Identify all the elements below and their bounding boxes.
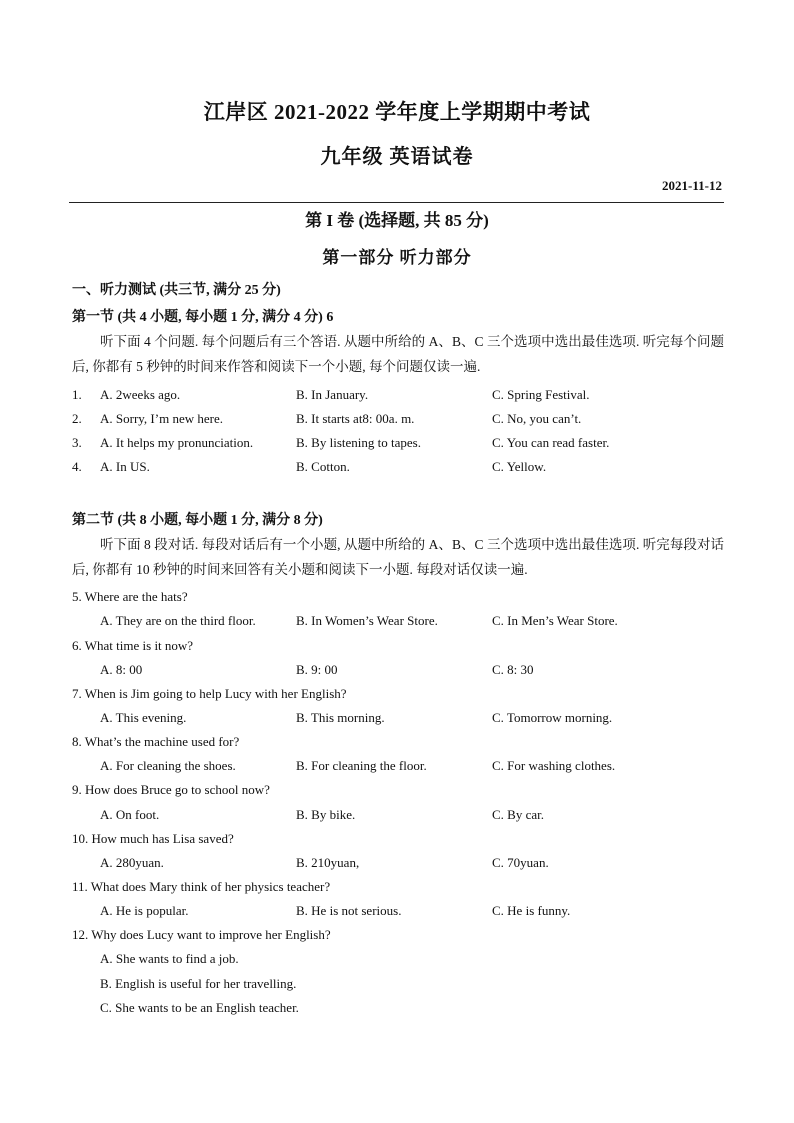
option-c: C. By car.: [492, 807, 544, 822]
option-row: [100, 710, 724, 732]
option-row: [100, 758, 724, 780]
question-text: 6. What time is it now?: [72, 638, 194, 653]
question-number: 4.: [72, 459, 82, 474]
option-a: A. 280yuan.: [100, 855, 164, 870]
question-text: 10. How much has Lisa saved?: [72, 831, 234, 846]
option-a: A. They are on the third floor.: [100, 613, 256, 628]
question-text: 7. When is Jim going to help Lucy with her English?: [72, 686, 347, 701]
option-c: C. You can read faster.: [492, 435, 610, 450]
option-a: A. This evening.: [100, 710, 187, 725]
exam-title: 江岸区 2021-2022 学年度上学期期中考试: [203, 100, 591, 124]
option-row: [100, 613, 724, 635]
option-c: C. For washing clothes.: [492, 758, 616, 773]
question-row: [72, 387, 724, 409]
option-b: B. This morning.: [296, 710, 385, 725]
option-c: C. She wants to be an English teacher.: [100, 1000, 299, 1015]
option-b: B. English is useful for her travelling.: [100, 976, 297, 991]
option-b: B. In Women’s Wear Store.: [296, 613, 438, 628]
question-text: 5. Where are the hats?: [72, 589, 188, 604]
question-row: [72, 435, 724, 457]
option-a: A. 8: 00: [100, 662, 143, 677]
section2-heading: 第二节 (共 8 小题, 每小题 1 分, 满分 8 分): [72, 513, 323, 528]
option-c: C. No, you can’t.: [492, 411, 582, 426]
volume-heading: 第 I 卷 (选择题, 共 85 分): [305, 211, 489, 230]
option-row: [100, 807, 724, 829]
option-a: A. Sorry, I’m new here.: [100, 411, 223, 426]
option-b: B. Cotton.: [296, 459, 350, 474]
option-c: C. 8: 30: [492, 662, 534, 677]
option-a: A. It helps my pronunciation.: [100, 435, 254, 450]
part-heading: 第一部分 听力部分: [322, 248, 472, 267]
option-a: A. For cleaning the shoes.: [100, 758, 236, 773]
option-c: C. Spring Festival.: [492, 387, 590, 402]
section1-heading: 第一节 (共 4 小题, 每小题 1 分, 满分 4 分) 6: [72, 310, 334, 325]
listening-section-heading: 一、听力测试 (共三节, 满分 25 分): [72, 283, 281, 298]
exam-date: 2021-11-12: [662, 178, 722, 193]
question-text: 8. What’s the machine used for?: [72, 734, 240, 749]
option-b: B. In January.: [296, 387, 369, 402]
section1-instructions: 听下面 4 个问题. 每个问题后有三个答语. 从题中所给的 A、B、C 三个选项中选出最佳选项. 听完每个问题后, 你都有 5 秒钟的时间来作答和阅读下一个小题, 每个问题仅读一遍.: [72, 334, 724, 374]
question-text: 12. Why does Lucy want to improve her English?: [72, 927, 331, 942]
exam-subtitle: 九年级 英语试卷: [320, 146, 474, 168]
question-text: 9. How does Bruce go to school now?: [72, 782, 270, 797]
option-c: C. 70yuan.: [492, 855, 549, 870]
option-a: A. In US.: [100, 459, 150, 474]
option-c: C. Tomorrow morning.: [492, 710, 613, 725]
option-row: [100, 903, 724, 925]
option-c: C. He is funny.: [492, 903, 571, 918]
question-number: 3.: [72, 435, 82, 450]
option-a: A. She wants to find a job.: [100, 951, 239, 966]
option-a: A. On foot.: [100, 807, 160, 822]
option-b: B. By bike.: [296, 807, 356, 822]
option-a: A. He is popular.: [100, 903, 189, 918]
option-c: C. Yellow.: [492, 459, 547, 474]
option-row: [100, 855, 724, 877]
question-text: 11. What does Mary think of her physics teacher?: [72, 879, 331, 894]
option-b: B. For cleaning the floor.: [296, 758, 427, 773]
question-row: [72, 411, 724, 433]
question-number: 2.: [72, 411, 82, 426]
option-a: A. 2weeks ago.: [100, 387, 181, 402]
option-b: B. By listening to tapes.: [296, 435, 421, 450]
question-row: [72, 459, 724, 481]
header-divider: [69, 202, 724, 203]
question-number: 1.: [72, 387, 82, 402]
option-b: B. 9: 00: [296, 662, 338, 677]
option-b: B. It starts at8: 00a. m.: [296, 411, 415, 426]
option-row: [100, 662, 724, 684]
option-b: B. He is not serious.: [296, 903, 402, 918]
option-c: C. In Men’s Wear Store.: [492, 613, 618, 628]
option-b: B. 210yuan,: [296, 855, 360, 870]
section2-instructions: 听下面 8 段对话. 每段对话后有一个小题, 从题中所给的 A、B、C 三个选项中选出最佳选项. 听完每段对话后, 你都有 10 秒钟的时间来回答有关小题和阅读下一小题. 每段对话仅读一遍.: [72, 537, 724, 577]
